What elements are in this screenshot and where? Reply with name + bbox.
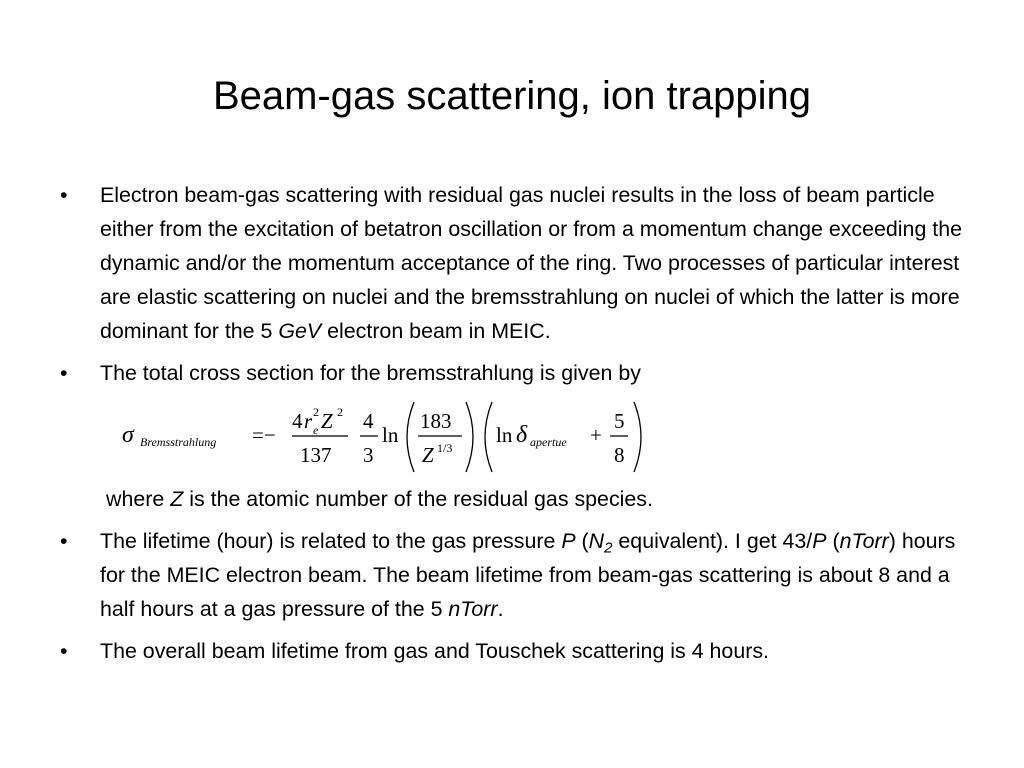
eq-delta-sub: apertue: [530, 435, 567, 449]
eq-frac3-den-Z: Z: [422, 443, 434, 467]
bullet-1-text: Electron beam-gas scattering with residual gas nuclei results in the loss of beam particle either from the excitation of betatron oscillation or from a momentum change exceeding the dynamic and/or the momentum acceptance of the ring. Two processes of particular interest are elastic scattering on nuclei and the bremsstrahlung on nuclei of which the latter is more dominant for the 5: [100, 183, 963, 343]
eq-lparen-2: [485, 402, 492, 472]
bullet-3: [56, 524, 966, 626]
var-P-2: P: [812, 529, 827, 553]
unit-ntorr: nTorr: [839, 529, 889, 553]
eq-ln1: ln: [382, 423, 399, 447]
eq-num1-Z-sup: 2: [337, 405, 343, 419]
eq-num1-r: r: [304, 409, 313, 433]
bullet-4-text: The overall beam lifetime from gas and Touschek scattering is 4 hours.: [100, 639, 769, 663]
slide-body: [56, 178, 966, 676]
eq-frac3-den-sup: 1/3: [437, 441, 453, 455]
eq-delta: δ: [516, 422, 528, 448]
bullet-marker: •: [60, 639, 68, 663]
eq-frac2-den: 3: [363, 443, 374, 467]
eq-equals-minus: =−: [252, 423, 276, 447]
var-P: P: [561, 529, 576, 553]
bullet-1: [56, 178, 966, 348]
eq-plus: +: [590, 423, 602, 447]
eq-num1-Z: Z: [321, 409, 333, 433]
bullet-3-text-e: ) hours for the MEIC electron beam. The beam lifetime from beam-gas scattering is about 8 and a half hours at a gas pressure of the 5: [100, 529, 956, 621]
eq-rparen-2: [634, 402, 641, 472]
bullet-marker: •: [60, 361, 68, 385]
slide-title: Beam-gas scattering, ion trapping: [212, 74, 812, 118]
eq-den1: 137: [300, 443, 332, 467]
eq-frac4-den: 8: [614, 443, 625, 467]
eq-ln2: ln: [496, 423, 513, 447]
eq-num1-r-sub: e: [313, 423, 319, 437]
bullet-2: [56, 356, 966, 390]
eq-sigma: σ: [122, 422, 134, 448]
bullet-3-text-d: (: [826, 529, 840, 553]
bullet-marker: •: [60, 529, 68, 553]
var-N-sub: 2: [604, 539, 613, 557]
bullet-3-text-a: The lifetime (hour) is related to the gas pressure: [100, 529, 562, 553]
bremsstrahlung-equation: [122, 398, 966, 476]
where-var: Z: [170, 487, 184, 511]
where-line: [56, 482, 966, 516]
where-post: is the atomic number of the residual gas species.: [183, 487, 653, 511]
bullet-marker: •: [60, 183, 68, 207]
var-N: N: [588, 529, 605, 553]
bullet-4: [56, 634, 966, 668]
eq-frac2-num: 4: [363, 409, 374, 433]
where-pre: where: [106, 487, 171, 511]
bullet-2-text: The total cross section for the bremsstrahlung is given by: [100, 361, 641, 385]
eq-sigma-sub: Bremsstrahlung: [140, 435, 217, 449]
bullet-3-text-b: (: [575, 529, 589, 553]
eq-num1-4: 4: [292, 409, 303, 433]
eq-rparen-1: [466, 402, 473, 472]
unit-ntorr-2: nTorr: [448, 597, 498, 621]
bullet-3-text-f: .: [497, 597, 504, 621]
bullet-3-text-c: equivalent). I get 43/: [612, 529, 813, 553]
unit-gev: GeV: [278, 319, 322, 343]
eq-frac3-num: 183: [420, 409, 452, 433]
eq-num1-r-sup: 2: [313, 405, 319, 419]
bullet-1-end: electron beam in MEIC.: [321, 319, 551, 343]
eq-frac4-num: 5: [614, 409, 625, 433]
eq-lparen-1: [407, 402, 414, 472]
